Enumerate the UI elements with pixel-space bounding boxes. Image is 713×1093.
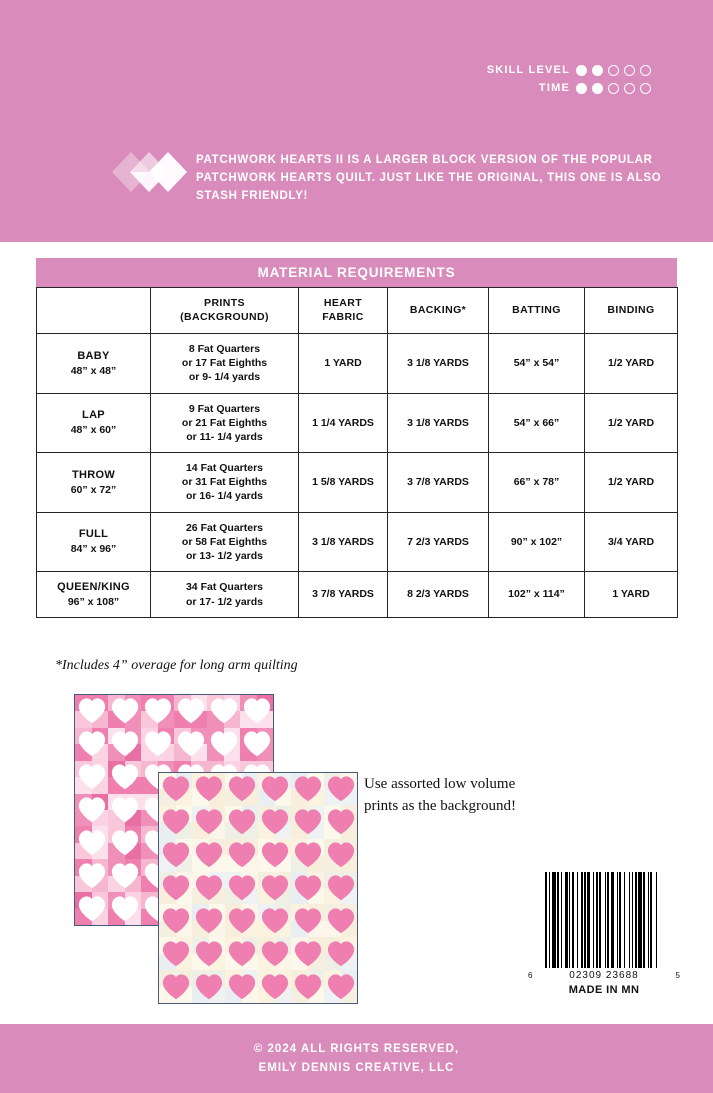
cell-heart-fabric: 1 1/4 YARDS <box>299 393 388 453</box>
heart-icon <box>240 728 273 761</box>
heart-icon <box>159 839 192 872</box>
skill-level-dots <box>576 65 651 76</box>
heart-icon <box>291 839 324 872</box>
table-row <box>37 393 678 453</box>
prints-line: 9 Fat Quarters <box>188 402 261 415</box>
barcode <box>545 872 661 968</box>
table-row <box>37 512 678 572</box>
heart-icon <box>108 761 141 794</box>
heart-icon <box>291 806 324 839</box>
cell-size <box>37 453 151 513</box>
diamond-logo-icon <box>110 142 188 202</box>
skill-level-meter <box>487 64 651 76</box>
cell-prints <box>151 334 299 394</box>
size-dims: 96” x 108” <box>67 595 120 608</box>
pattern-description: PATCHWORK HEARTS II IS A LARGER BLOCK VERSION OF THE POPULAR PATCHWORK HEARTS QUILT. JUST LIKE THE ORIGINAL, THIS ONE IS ALSO STASH FRIENDLY! <box>196 154 662 202</box>
dot-filled <box>576 83 587 94</box>
material-requirements-section <box>36 258 677 618</box>
heart-icon <box>324 773 357 806</box>
cell-size <box>37 572 151 618</box>
heart-icon <box>207 728 240 761</box>
size-name: THROW <box>71 468 116 481</box>
cell-batting: 102” x 114” <box>489 572 585 618</box>
col-header-heart-line1: HEART <box>323 297 363 310</box>
cell-size <box>37 393 151 453</box>
size-dims: 48” x 60” <box>70 424 117 437</box>
cell-prints <box>151 572 299 618</box>
heart-icon <box>324 839 357 872</box>
table-header-row <box>37 288 678 334</box>
heart-icon <box>258 773 291 806</box>
prints-line: or 31 Fat Eighths <box>181 476 268 489</box>
heart-icon <box>192 773 225 806</box>
barcode-digits <box>528 970 680 981</box>
cell-backing: 7 2/3 YARDS <box>388 512 489 572</box>
footer-band <box>0 1024 713 1093</box>
size-name: QUEEN/KING <box>57 581 130 594</box>
prints-line: or 17- 1/2 yards <box>185 595 264 608</box>
size-name: BABY <box>77 349 110 362</box>
cell-backing: 3 7/8 YARDS <box>388 453 489 513</box>
heart-icon <box>291 970 324 1003</box>
col-header-heart-line2: FABRIC <box>322 310 364 323</box>
col-header-batting: BATTING <box>489 288 585 334</box>
heart-icon <box>324 872 357 905</box>
heart-icon <box>159 872 192 905</box>
cell-batting: 90” x 102” <box>489 512 585 572</box>
dot-empty <box>608 65 619 76</box>
barcode-right-digit: 5 <box>675 971 680 980</box>
prints-line: or 9- 1/4 yards <box>188 371 261 384</box>
heart-icon <box>174 695 207 728</box>
cell-backing: 8 2/3 YARDS <box>388 572 489 618</box>
heart-icon <box>225 806 258 839</box>
cell-size <box>37 334 151 394</box>
heart-icon <box>324 937 357 970</box>
quilt-caption: Use assorted low volume prints as the background! <box>364 776 517 814</box>
heart-icon <box>258 806 291 839</box>
size-name: FULL <box>78 528 109 541</box>
material-requirements-table <box>36 287 678 618</box>
cell-binding: 1 YARD <box>585 572 678 618</box>
heart-icon <box>108 728 141 761</box>
heart-icon <box>108 695 141 728</box>
heart-icon <box>240 695 273 728</box>
heart-icon <box>258 872 291 905</box>
col-header-size <box>37 288 151 334</box>
heart-icon <box>225 970 258 1003</box>
heart-icon <box>75 794 108 827</box>
heart-icon <box>291 773 324 806</box>
cell-heart-fabric: 1 5/8 YARDS <box>299 453 388 513</box>
heart-icon <box>75 761 108 794</box>
skill-level-label: SKILL LEVEL <box>486 64 570 76</box>
cell-binding: 1/2 YARD <box>585 334 678 394</box>
prints-line: 8 Fat Quarters <box>188 343 261 355</box>
prints-line: or 21 Fat Eighths <box>181 416 268 429</box>
table-footnote: *Includes 4” overage for long arm quilting <box>55 658 298 673</box>
cell-batting: 54” x 54” <box>489 334 585 394</box>
time-dots <box>576 83 651 94</box>
heart-icon <box>324 904 357 937</box>
heart-icon <box>75 728 108 761</box>
heart-icon <box>159 970 192 1003</box>
col-header-prints-line1: PRINTS <box>204 297 245 310</box>
heart-icon <box>108 859 141 892</box>
col-header-prints <box>151 288 299 334</box>
heart-icon <box>108 892 141 925</box>
cell-prints <box>151 512 299 572</box>
heart-icon <box>291 904 324 937</box>
heart-icon <box>159 937 192 970</box>
heart-icon <box>75 695 108 728</box>
cell-heart-fabric: 3 7/8 YARDS <box>299 572 388 618</box>
cell-batting: 66” x 78” <box>489 453 585 513</box>
heart-icon <box>159 904 192 937</box>
quilt-cream-hearts <box>159 773 357 1003</box>
cell-binding: 3/4 YARD <box>585 512 678 572</box>
dot-filled <box>592 65 603 76</box>
heart-icon <box>75 826 108 859</box>
copyright-line-2: EMILY DENNIS CREATIVE, LLC <box>258 1061 455 1074</box>
barcode-middle-digits: 02309 23688 <box>569 970 639 981</box>
heart-icon <box>207 695 240 728</box>
heart-icon <box>192 872 225 905</box>
prints-line: or 16- 1/4 yards <box>185 490 264 503</box>
cell-heart-fabric: 3 1/8 YARDS <box>299 512 388 572</box>
barcode-left-digit: 6 <box>528 971 533 980</box>
prints-line: or 58 Fat Eighths <box>181 535 268 548</box>
prints-line: 14 Fat Quarters <box>185 462 264 475</box>
size-dims: 60” x 72” <box>70 483 117 496</box>
cell-prints <box>151 393 299 453</box>
prints-line: or 13- 1/2 yards <box>185 549 264 562</box>
heart-icon <box>258 970 291 1003</box>
col-header-binding: BINDING <box>585 288 678 334</box>
prints-line: 34 Fat Quarters <box>185 581 264 594</box>
dot-filled <box>592 83 603 94</box>
cell-backing: 3 1/8 YARDS <box>388 334 489 394</box>
skill-time-meters <box>487 64 651 100</box>
dot-empty <box>640 83 651 94</box>
heart-icon <box>225 937 258 970</box>
made-in-label: MADE IN MN <box>568 984 640 996</box>
dot-empty <box>608 83 619 94</box>
heart-icon <box>108 794 141 827</box>
dot-filled <box>576 65 587 76</box>
heart-icon <box>192 806 225 839</box>
cell-size <box>37 512 151 572</box>
quilt-photo-cream <box>158 772 358 1004</box>
size-dims: 84” x 96” <box>70 543 117 556</box>
heart-icon <box>141 695 174 728</box>
heart-icon <box>225 839 258 872</box>
dot-empty <box>624 65 635 76</box>
header-band <box>0 0 713 242</box>
cell-backing: 3 1/8 YARDS <box>388 393 489 453</box>
heart-icon <box>225 773 258 806</box>
heart-icon <box>141 728 174 761</box>
heart-icon <box>75 892 108 925</box>
prints-line: or 17 Fat Eighths <box>181 357 268 370</box>
heart-icon <box>258 937 291 970</box>
heart-icon <box>291 937 324 970</box>
col-header-prints-line2: (BACKGROUND) <box>180 310 269 323</box>
prints-line: 26 Fat Quarters <box>185 521 264 534</box>
cell-prints <box>151 453 299 513</box>
dot-empty <box>640 65 651 76</box>
dot-empty <box>624 83 635 94</box>
prints-line: or 11- 1/4 yards <box>186 430 263 443</box>
heart-icon <box>159 773 192 806</box>
heart-icon <box>258 904 291 937</box>
heart-icon <box>192 937 225 970</box>
col-header-backing: BACKING* <box>388 288 489 334</box>
heart-icon <box>192 970 225 1003</box>
barcode-bar <box>657 872 658 968</box>
table-title: MATERIAL REQUIREMENTS <box>36 258 677 287</box>
cell-binding: 1/2 YARD <box>585 453 678 513</box>
heart-icon <box>324 970 357 1003</box>
cell-binding: 1/2 YARD <box>585 393 678 453</box>
heart-icon <box>174 728 207 761</box>
table-row <box>37 572 678 618</box>
table-row <box>37 453 678 513</box>
heart-icon <box>291 872 324 905</box>
time-meter <box>487 82 651 94</box>
barcode-bars <box>545 872 661 968</box>
heart-icon <box>159 806 192 839</box>
heart-icon <box>192 839 225 872</box>
heart-icon <box>225 904 258 937</box>
col-header-heart-fabric <box>299 288 388 334</box>
heart-icon <box>258 839 291 872</box>
table-row <box>37 334 678 394</box>
size-name: LAP <box>82 409 105 422</box>
heart-icon <box>75 859 108 892</box>
heart-icon <box>324 806 357 839</box>
time-label: TIME <box>538 82 570 94</box>
copyright-line-1: © 2024 ALL RIGHTS RESERVED, <box>253 1043 460 1056</box>
cell-batting: 54” x 66” <box>489 393 585 453</box>
heart-icon <box>225 872 258 905</box>
size-dims: 48” x 48” <box>70 364 117 377</box>
cell-heart-fabric: 1 YARD <box>299 334 388 394</box>
heart-icon <box>108 826 141 859</box>
heart-icon <box>192 904 225 937</box>
